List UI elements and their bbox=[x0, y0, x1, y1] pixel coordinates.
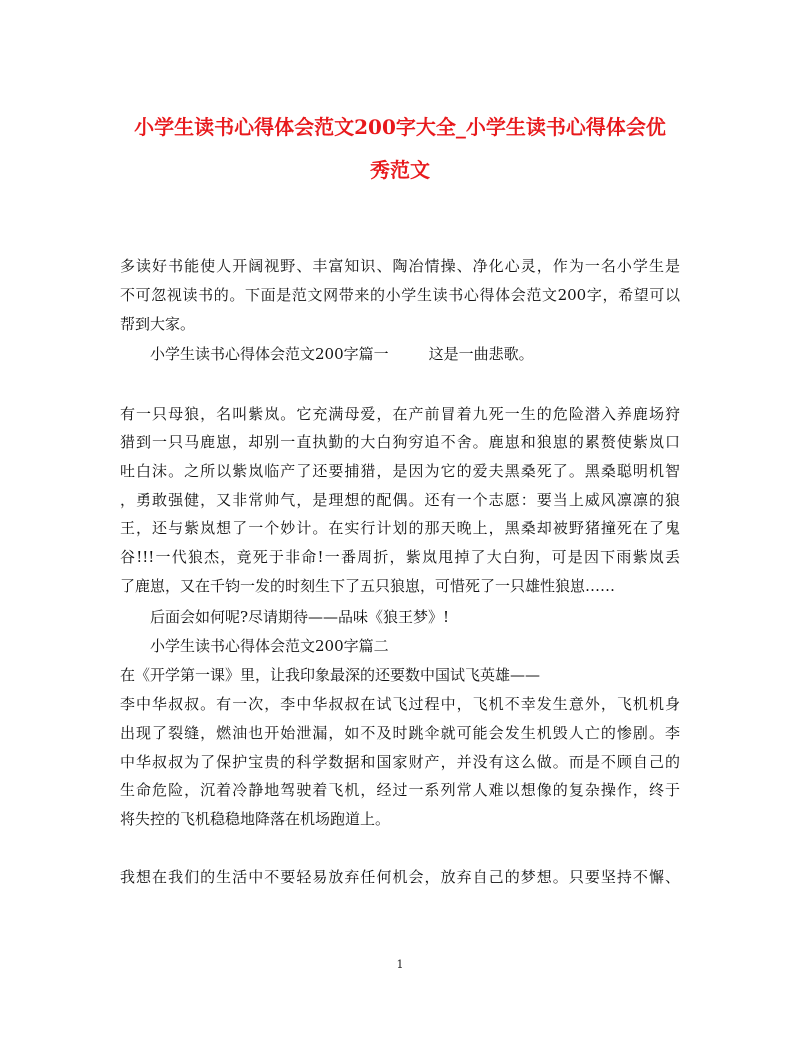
section-heading-2: 小学生读书心得体会范文200字篇二 bbox=[150, 637, 389, 655]
intro-line: 多读好书能使人开阔视野、丰富知识、陶冶情操、净化心灵，作为一名小学生是 bbox=[120, 257, 680, 275]
section-2-line: 在《开学第一课》里，让我印象最深的还要数中国试飞英雄—— bbox=[120, 666, 541, 684]
section-heading-1 bbox=[150, 343, 680, 365]
section-1-line: 谷!!!一代狼杰，竟死于非命!一番周折，紫岚甩掉了大白狗，可是因下雨紫岚丢 bbox=[120, 548, 680, 566]
section-heading-1-text: 小学生读书心得体会范文200字篇一 bbox=[150, 345, 389, 363]
section-1-line: 猎到一只马鹿崽，却别一直执勤的大白狗穷追不舍。鹿崽和狼崽的累赘使紫岚口 bbox=[120, 433, 680, 451]
section-2-line: 生命危险，沉着冷静地驾驶着飞机，经过一系列常人难以想像的复杂操作，终于 bbox=[120, 781, 680, 799]
section-3-line: 我想在我们的生活中不要轻易放弃任何机会，放弃自己的梦想。只要坚持不懈、 bbox=[120, 868, 680, 886]
section-1-line: 王，还与紫岚想了一个妙计。在实行计划的那天晚上，黑桑却被野猪撞死在了鬼 bbox=[120, 519, 680, 537]
intro-line: 帮到大家。 bbox=[120, 315, 196, 333]
intro-line: 不可忽视读书的。下面是范文网带来的小学生读书心得体会范文200字，希望可以 bbox=[120, 286, 680, 304]
page-number: 1 bbox=[396, 958, 404, 971]
section-2-line: 出现了裂缝，燃油也开始泄漏，如不及时跳伞就可能会发生机毁人亡的惨剧。李 bbox=[120, 724, 680, 742]
section-1-closing: 后面会如何呢?尽请期待——品味《狼王梦》! bbox=[150, 608, 450, 626]
section-2-line: 李中华叔叔。有一次，李中华叔叔在试飞过程中，飞机不幸发生意外，飞机机身 bbox=[120, 695, 680, 713]
section-1-line: ，勇敢强健，又非常帅气，是理想的配偶。还有一个志愿：要当上威风凛凛的狼 bbox=[120, 491, 680, 509]
section-1-line: 吐白沫。之所以紫岚临产了还要捕猎，是因为它的爱夫黑桑死了。黑桑聪明机智 bbox=[120, 462, 680, 480]
section-2-line: 中华叔叔为了保护宝贵的科学数据和国家财产，并没有这么做。而是不顾自己的 bbox=[120, 753, 680, 771]
section-subtitle-1: 这是一曲悲歌。 bbox=[428, 345, 534, 363]
document-title-line-2: 秀范文 bbox=[370, 158, 430, 182]
document-title-line-1: 小学生读书心得体会范文200字大全_小学生读书心得体会优 bbox=[134, 115, 666, 139]
section-1-line: 有一只母狼，名叫紫岚。它充满母爱，在产前冒着九死一生的危险潜入养鹿场狩 bbox=[120, 405, 680, 423]
section-2-line: 将失控的飞机稳稳地降落在机场跑道上。 bbox=[120, 810, 391, 828]
section-1-line: 了鹿崽，又在千钧一发的时刻生下了五只狼崽，可惜死了一只雄性狼崽…… bbox=[120, 577, 616, 595]
